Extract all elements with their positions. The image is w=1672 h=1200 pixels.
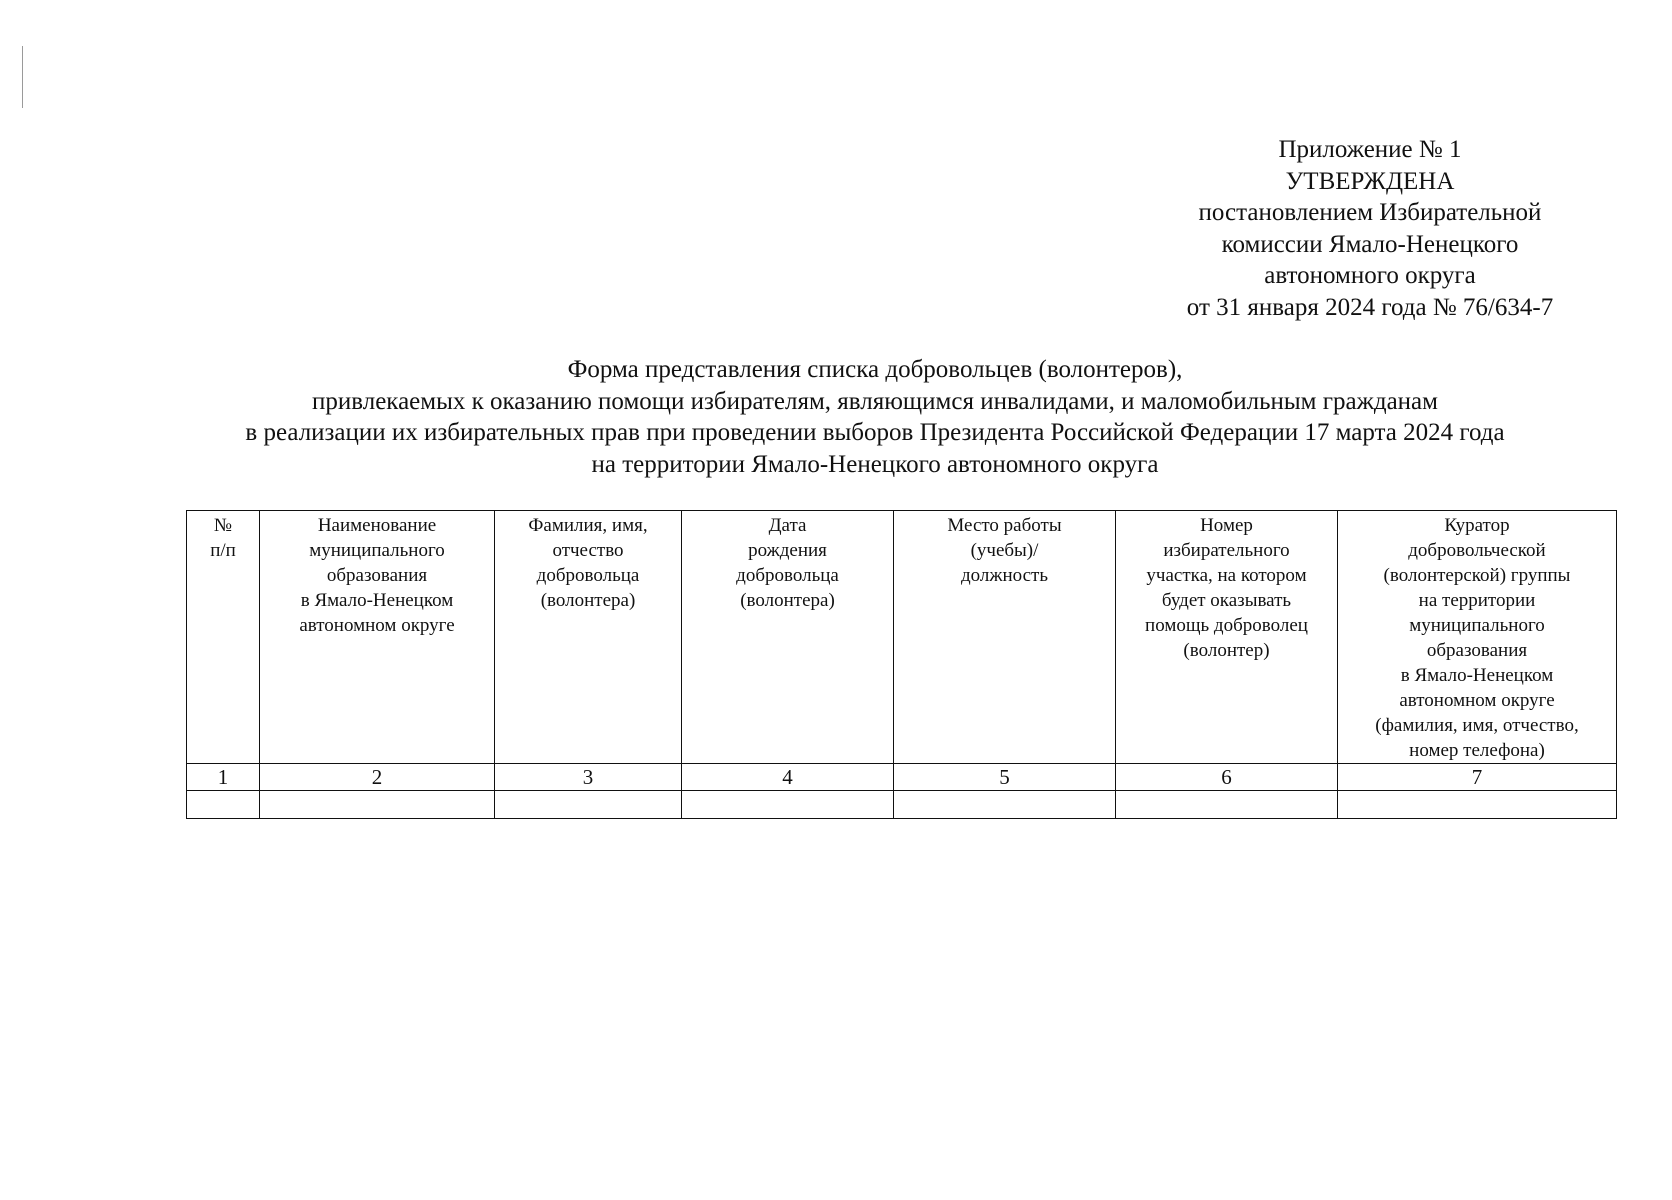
approval-block [1120, 134, 1620, 323]
approval-decree-line-3: автономного округа [1264, 262, 1476, 289]
header-workplace: Место работы (учебы)/ должность [894, 511, 1116, 764]
column-number: 6 [1116, 764, 1338, 791]
table-column-numbers-row [187, 764, 1617, 791]
table-empty-row [187, 791, 1617, 819]
column-number: 2 [260, 764, 495, 791]
approval-status: УТВЕРЖДЕНА [1285, 167, 1455, 195]
empty-cell [260, 791, 495, 819]
header-polling-station: Номер избирательного участка, на котором будет оказывать помощь доброволец (волонтер) [1116, 511, 1338, 764]
form-title-line-1: Форма представления списка добровольцев (волонтеров), [567, 356, 1183, 383]
form-title-line-3: в реализации их избирательных прав при проведении выборов Президента Российской Федерации 17 марта 2024 года [245, 419, 1505, 446]
form-title [150, 354, 1600, 480]
column-number: 5 [894, 764, 1116, 791]
column-number: 3 [495, 764, 682, 791]
empty-cell [1338, 791, 1617, 819]
scan-margin-mark [22, 46, 23, 108]
form-title-line-2: привлекаемых к оказанию помощи избирателям, являющимся инвалидами, и маломобильным гражданам [312, 387, 1438, 415]
form-title-line-4: на территории Ямало-Ненецкого автономного округа [591, 450, 1159, 478]
empty-cell [682, 791, 894, 819]
approval-decree-date: от 31 января 2024 года № 76/634-7 [1186, 293, 1554, 321]
header-full-name: Фамилия, имя, отчество добровольца (волонтера) [495, 511, 682, 764]
header-curator: Куратор добровольческой (волонтерской) группы на территории муниципального образования в Ямало-Ненецком автономном округе (фамилия, имя, отчество, номер телефона) [1338, 511, 1617, 764]
empty-cell [894, 791, 1116, 819]
approval-decree-line-1: постановлением Избирательной [1198, 199, 1542, 226]
column-number: 7 [1338, 764, 1617, 791]
column-number: 4 [682, 764, 894, 791]
empty-cell [495, 791, 682, 819]
header-row-number: № п/п [187, 511, 260, 764]
header-municipality: Наименование муниципального образования в Ямало-Ненецком автономном округе [260, 511, 495, 764]
empty-cell [1116, 791, 1338, 819]
column-number: 1 [187, 764, 260, 791]
approval-appendix-number: Приложение № 1 [1278, 136, 1462, 163]
volunteer-list-table [186, 510, 1617, 819]
approval-decree-line-2: комиссии Ямало-Ненецкого [1221, 230, 1519, 258]
empty-cell [187, 791, 260, 819]
header-birth-date: Дата рождения добровольца (волонтера) [682, 511, 894, 764]
table-header-row [187, 511, 1617, 764]
